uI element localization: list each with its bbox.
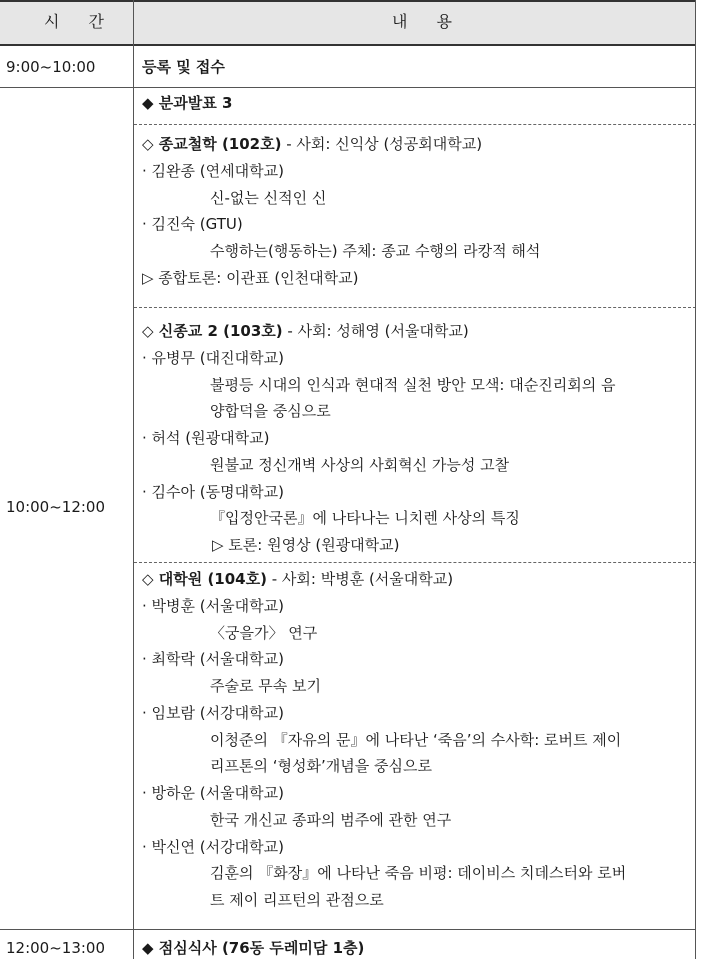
discussant: ▷ 종합토론: 이관표 (인천대학교) — [142, 269, 359, 287]
paper-title-cont: 트 제이 리프턴의 관점으로 — [210, 891, 384, 909]
paper-title: 신-없는 신적인 신 — [210, 189, 327, 207]
presenter: · 김수아 (동명대학교) — [142, 483, 284, 501]
paper-title: 〈궁을가〉 연구 — [210, 624, 318, 642]
header-bottom-border — [0, 44, 696, 46]
presenter: · 유병무 (대진대학교) — [142, 349, 284, 367]
group-heading — [142, 568, 453, 590]
row-time: 12:00~13:00 — [6, 939, 106, 957]
table-right-border — [695, 0, 696, 959]
group-heading — [142, 320, 469, 342]
group-heading-chair: - 사회: 신익상 (성공회대학교) — [281, 135, 483, 153]
paper-title: 『입정안국론』에 나타나는 니치렌 사상의 특징 — [210, 509, 520, 527]
group-heading-room: ◇ 종교철학 (102호) — [142, 135, 282, 153]
presenter: · 방하운 (서울대학교) — [142, 784, 284, 802]
group-heading-room: ◇ 대학원 (104호) — [142, 570, 267, 588]
row-time: 10:00~12:00 — [6, 498, 106, 516]
presenter: · 김완종 (연세대학교) — [142, 162, 284, 180]
row-divider — [0, 929, 696, 930]
paper-title: 이청준의 『자유의 문』에 나타난 ‘죽음’의 수사학: 로버트 제이 — [210, 731, 622, 749]
presenter: · 최학락 (서울대학교) — [142, 650, 284, 668]
presenter: · 임보람 (서강대학교) — [142, 704, 284, 722]
session-title: ◆ 분과발표 3 — [142, 94, 233, 112]
group-heading-chair: - 사회: 박병훈 (서울대학교) — [266, 570, 454, 588]
presenter: · 김진숙 (GTU) — [142, 215, 243, 233]
discussant: ▷ 토론: 원영상 (원광대학교) — [212, 536, 400, 554]
paper-title: 수행하는(행동하는) 주체: 종교 수행의 라캉적 해석 — [210, 242, 541, 260]
dashed-divider — [134, 124, 696, 125]
presenter: · 박병훈 (서울대학교) — [142, 597, 284, 615]
dashed-divider — [134, 562, 696, 563]
paper-title: 불평등 시대의 인식과 현대적 실천 방안 모색: 대순진리회의 음 — [210, 376, 616, 394]
header-content: 내 용 — [392, 12, 464, 31]
row-divider — [0, 87, 696, 88]
paper-title: 주술로 무속 보기 — [210, 677, 321, 695]
column-divider — [133, 0, 134, 959]
table-top-border — [0, 0, 696, 2]
registration-text: 등록 및 접수 — [142, 58, 225, 76]
presenter: · 박신연 (서강대학교) — [142, 838, 284, 856]
row-time: 9:00~10:00 — [6, 58, 96, 76]
paper-title-cont: 리프톤의 ‘형성화’개념을 중심으로 — [210, 757, 432, 775]
paper-title: 김훈의 『화장』에 나타난 죽음 비평: 데이비스 치데스터와 로버 — [210, 864, 627, 882]
lunch-text: ◆ 점심식사 (76동 두레미담 1층) — [142, 939, 365, 957]
dashed-divider — [134, 307, 696, 308]
paper-title-cont: 양합덕을 중심으로 — [210, 402, 331, 420]
presenter: · 허석 (원광대학교) — [142, 429, 270, 447]
paper-title: 한국 개신교 종파의 범주에 관한 연구 — [210, 811, 452, 829]
paper-title: 원불교 정신개벽 사상의 사회혁신 가능성 고찰 — [210, 456, 510, 474]
group-heading-chair: - 사회: 성해영 (서울대학교) — [282, 322, 469, 340]
group-heading — [142, 133, 482, 155]
header-time: 시 간 — [44, 12, 116, 31]
group-heading-room: ◇ 신종교 2 (103호) — [142, 322, 283, 340]
